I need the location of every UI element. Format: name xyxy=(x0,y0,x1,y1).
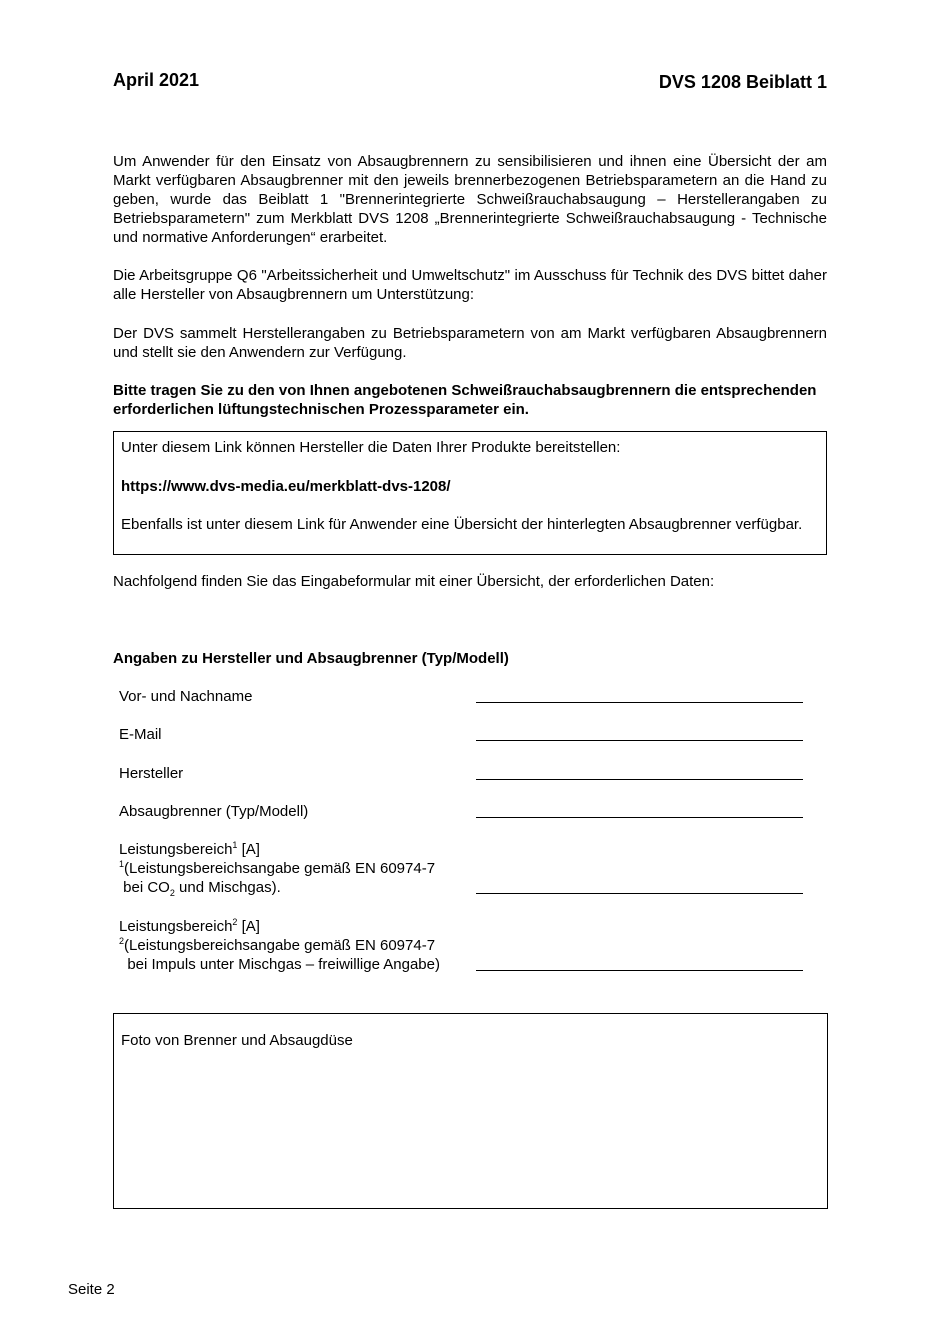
intro-paragraph-1: Um Anwender für den Einsatz von Absaugbrennern zu sensibilisieren und ihnen eine Übersicht der am Markt verfügbaren Absaugbrenner mit den jeweils brennerbezogenen Betriebsparametern an die Hand zu geben, wurde das Beiblatt 1 "Brennerintegrierte Schweißrauchabsaugung – Herstellerangaben zu Betriebsparametern" zum Merkblatt DVS 1208 „Brennerintegrierte Schweißrauchabsaugung - Technische und normative Anforderungen“ erarbeitet. xyxy=(113,153,827,246)
power-range-1-input-line[interactable] xyxy=(476,893,803,894)
power-range-2-label xyxy=(119,917,260,936)
power-range-1-note-1 xyxy=(119,859,435,878)
power-range-1-sup: 1 xyxy=(232,840,238,850)
after-box-paragraph: Nachfolgend finden Sie das Eingabeformular mit einer Übersicht, der erforderlichen Daten: xyxy=(113,573,715,590)
info-box xyxy=(113,431,827,555)
power-range-1-note-1-text: (Leistungsbereichsangabe gemäß EN 60974-7 xyxy=(124,860,436,877)
power-range-2-sup: 2 xyxy=(232,917,238,927)
form-section-title: Angaben zu Hersteller und Absaugbrenner (Typ/Modell) xyxy=(113,650,509,667)
power-range-1-note-sup: 1 xyxy=(119,859,125,869)
power-range-1-note-2-post: und Mischgas). xyxy=(174,879,281,896)
power-range-1-unit: [A] xyxy=(237,841,260,858)
manufacturer-link[interactable]: https://www.dvs-media.eu/merkblatt-dvs-1208/ xyxy=(121,478,451,495)
info-box-line-3: Ebenfalls ist unter diesem Link für Anwender eine Übersicht der hinterlegten Absaugbrenner verfügbar. xyxy=(121,516,803,533)
intro-paragraph-2: Die Arbeitsgruppe Q6 "Arbeitssicherheit und Umweltschutz" im Ausschuss für Technik des DVS bittet daher alle Hersteller von Absaugbrennern um Unterstützung: xyxy=(113,267,827,303)
intro-paragraph-3: Der DVS sammelt Herstellerangaben zu Betriebsparametern von am Markt verfügbaren Absaugbrennern und stellt sie den Anwendern zur Verfügung. xyxy=(113,325,827,361)
header-date: April 2021 xyxy=(113,70,200,90)
email-label: E-Mail xyxy=(119,726,162,743)
power-range-2-note-1-text: (Leistungsbereichsangabe gemäß EN 60974-7 xyxy=(124,937,436,954)
name-input-line[interactable] xyxy=(476,702,803,703)
power-range-2-note-1 xyxy=(119,936,435,955)
manufacturer-label: Hersteller xyxy=(119,765,184,782)
power-range-1-note-2 xyxy=(119,878,281,897)
name-label: Vor- und Nachname xyxy=(119,688,253,705)
power-range-1-note-2-sub: 2 xyxy=(169,888,175,898)
info-box-line-1: Unter diesem Link können Hersteller die Daten Ihrer Produkte bereitstellen: xyxy=(121,439,621,456)
page-number: Seite 2 xyxy=(68,1281,115,1298)
burner-model-input-line[interactable] xyxy=(476,817,803,818)
power-range-1-note-2-pre: bei CO xyxy=(119,879,170,896)
power-range-2-input-line[interactable] xyxy=(476,970,803,971)
header-document-id: DVS 1208 Beiblatt 1 xyxy=(658,72,827,92)
power-range-2-label-text: Leistungsbereich xyxy=(119,918,233,935)
power-range-2-note-sup: 2 xyxy=(119,936,125,946)
power-range-1-label xyxy=(119,840,260,859)
intro-paragraph-bold: Bitte tragen Sie zu den von Ihnen angebotenen Schweißrauchabsaugbrennern die entsprechenden erforderlichen lüftungstechnischen Prozessparameter ein. xyxy=(113,382,817,418)
burner-model-label: Absaugbrenner (Typ/Modell) xyxy=(119,803,309,820)
manufacturer-input-line[interactable] xyxy=(476,779,803,780)
power-range-2-unit: [A] xyxy=(237,918,260,935)
photo-label: Foto von Brenner und Absaugdüse xyxy=(121,1032,353,1049)
email-input-line[interactable] xyxy=(476,740,803,741)
power-range-2-note-2: bei Impuls unter Mischgas – freiwillige Angabe) xyxy=(119,956,440,973)
power-range-1-label-text: Leistungsbereich xyxy=(119,841,233,858)
photo-upload-box[interactable] xyxy=(113,1013,828,1209)
